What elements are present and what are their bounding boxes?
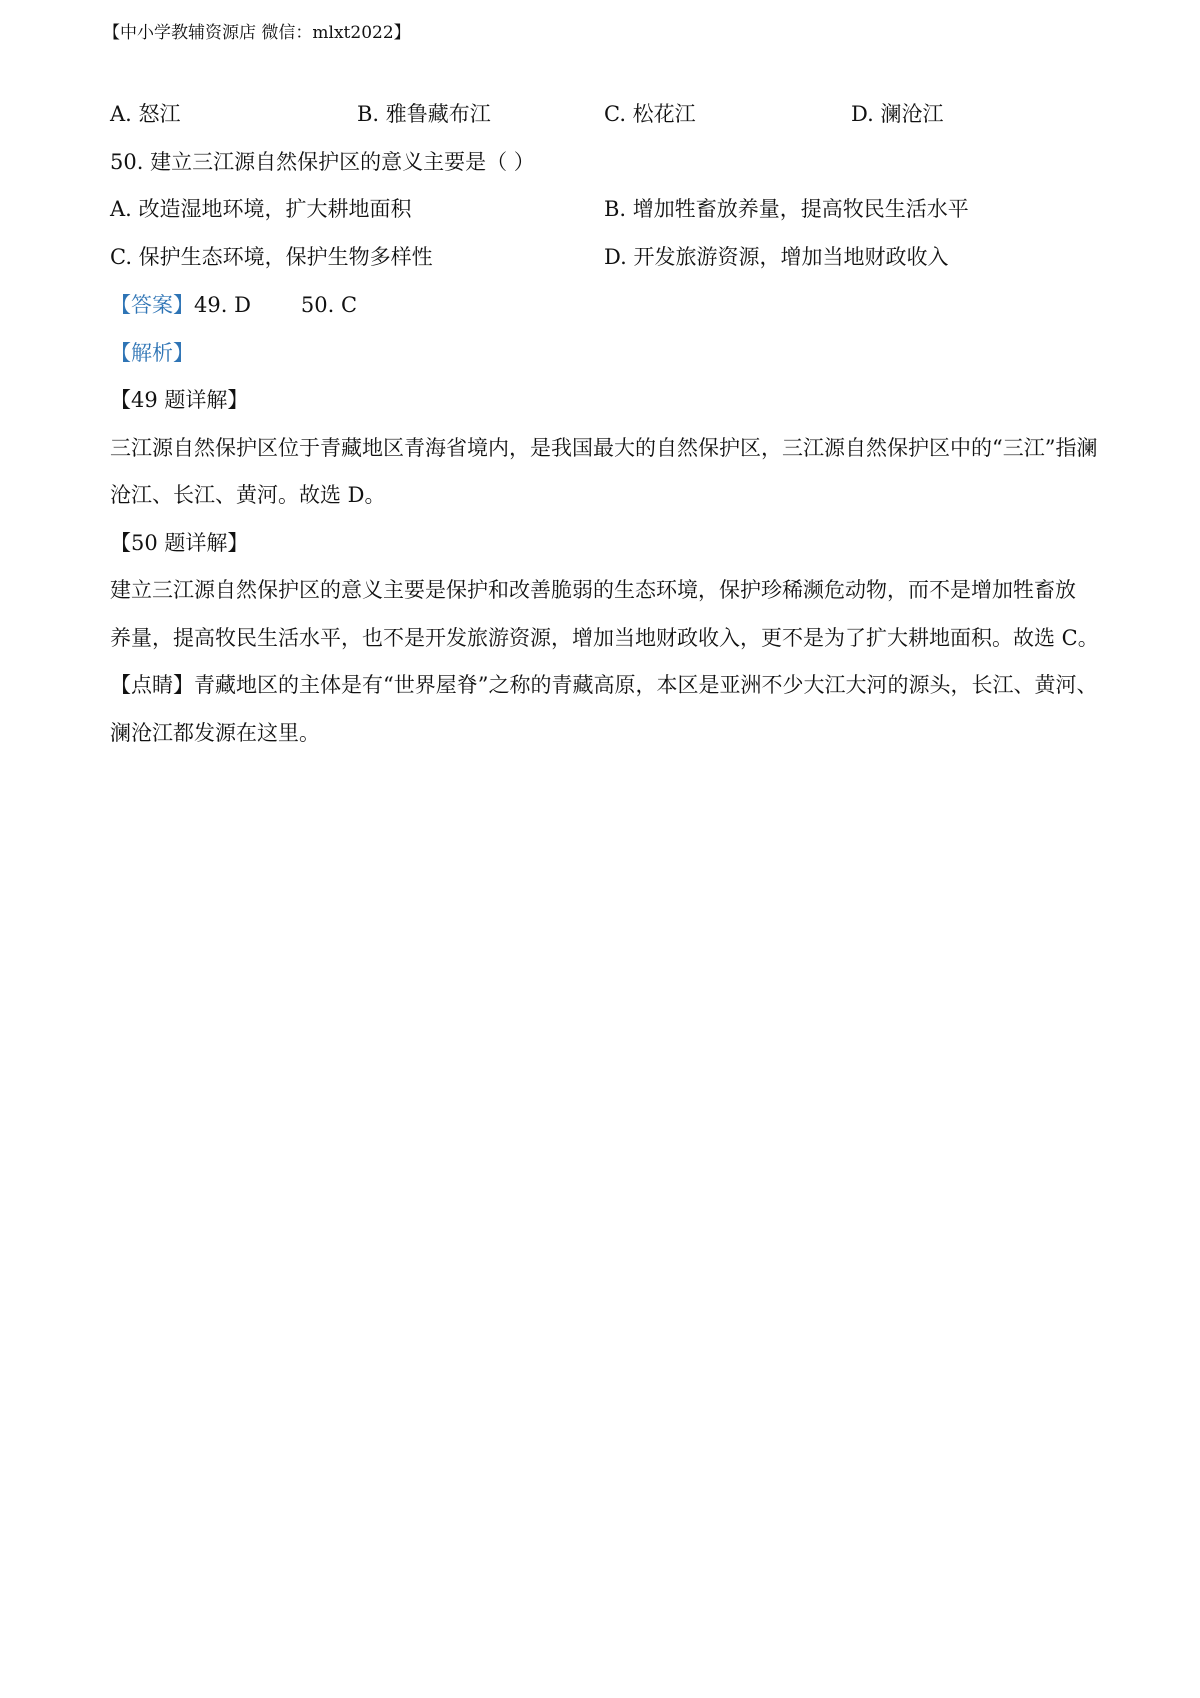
q50-option-c: C. 保护生态环境，保护生物多样性 [110,245,433,269]
q49-option-c: C. 松花江 [604,102,696,126]
q49-option-a: A. 怒江 [110,102,181,126]
answer-q49: 49. D [194,293,251,317]
dianjing-line1: 【点睛】青藏地区的主体是有“世界屋脊”之称的青藏高原，本区是亚洲不少大江大河的源头，长江、黄河、 [110,673,1098,697]
detail49-line2: 沧江、长江、黄河。故选 D。 [110,483,386,507]
detail50-heading: 【50 题详解】 [110,531,249,555]
answer-q50: 50. C [300,293,358,317]
detail49-heading: 【49 题详解】 [110,388,249,412]
q49-option-d: D. 澜沧江 [851,102,944,126]
answer-line [110,290,357,320]
detail50-line1: 建立三江源自然保护区的意义主要是保护和改善脆弱的生态环境，保护珍稀濒危动物，而不是增加牲畜放 [110,578,1076,602]
page-header: 【中小学教辅资源店 微信：mlxt2022】 [103,23,411,43]
detail49-line1: 三江源自然保护区位于青藏地区青海省境内，是我国最大的自然保护区，三江源自然保护区中的“三江”指澜 [110,436,1098,460]
dianjing-line2: 澜沧江都发源在这里。 [110,721,320,745]
q50-stem: 50. 建立三江源自然保护区的意义主要是（ ） [110,150,535,174]
answer-label: 【答案】 [110,293,194,317]
q49-option-b: B. 雅鲁藏布江 [357,102,491,126]
q50-option-d: D. 开发旅游资源，增加当地财政收入 [604,245,949,269]
analysis-label: 【解析】 [110,341,194,365]
detail50-line2: 养量，提高牧民生活水平，也不是开发旅游资源，增加当地财政收入，更不是为了扩大耕地面积。故选 C。 [110,626,1099,650]
q50-option-b: B. 增加牲畜放养量，提高牧民生活水平 [604,197,969,221]
q50-option-a: A. 改造湿地环境，扩大耕地面积 [110,197,412,221]
